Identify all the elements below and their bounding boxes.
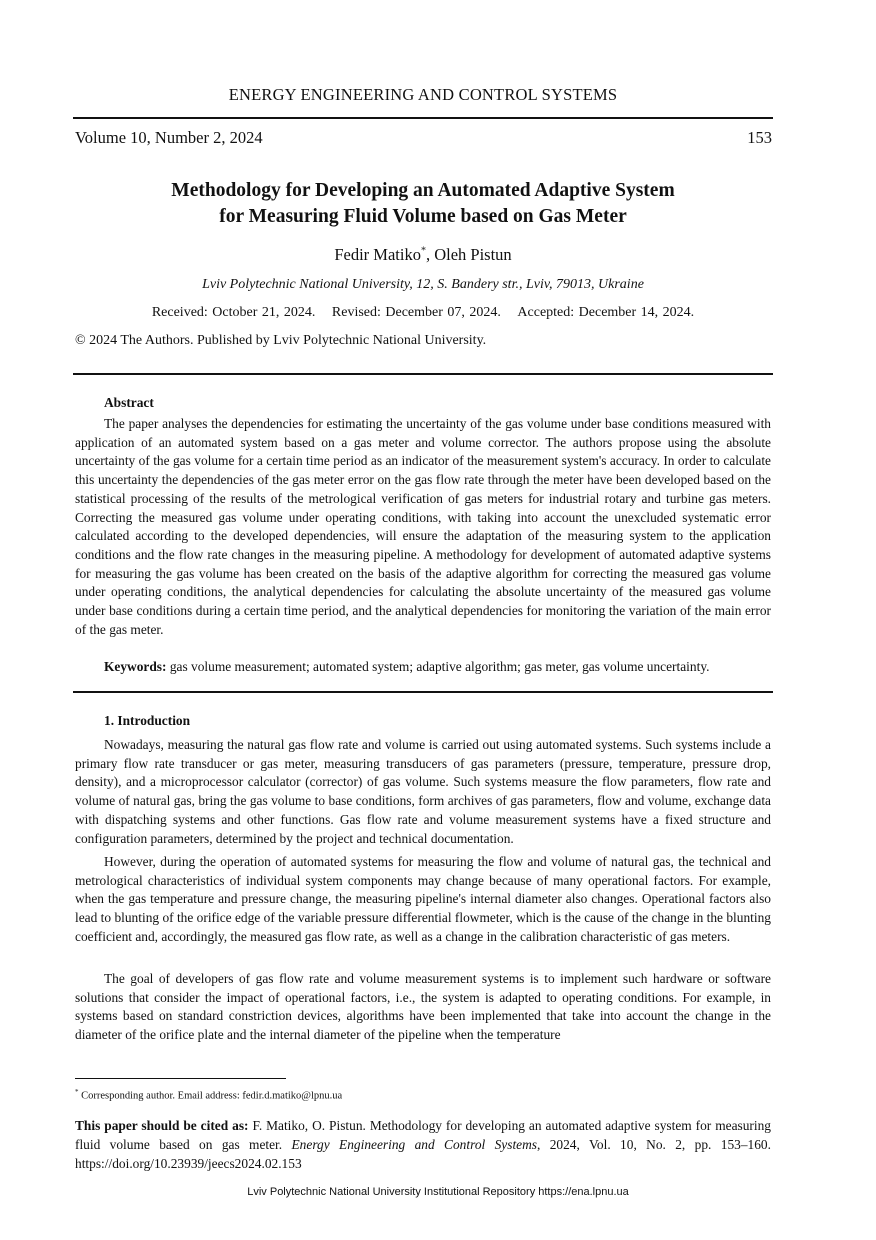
- citation-text-b: , 2024, Vol. 10, No. 2, pp. 153–160. https://doi.org/10.23939/jeecs2024.02.153: [75, 1137, 771, 1171]
- page-number: 153: [747, 128, 772, 147]
- keywords: [104, 659, 710, 675]
- repository-footer: Lviv Polytechnic National University Institutional Repository https://ena.lpnu.ua: [247, 1186, 629, 1198]
- citation-text-a: F. Matiko, O. Pistun. Methodology for developing an automated adaptive system for measuring fluid volume based on gas meter.: [75, 1118, 771, 1152]
- received-date: Received: October 21, 2024.: [151, 305, 316, 320]
- author-1: Fedir Matiko: [334, 245, 421, 264]
- corresponding-mark: *: [420, 245, 426, 257]
- volume-info: Volume 10, Number 2, 2024: [75, 128, 263, 147]
- citation-label: This paper should be cited as:: [75, 1118, 249, 1133]
- header-rule: [73, 117, 773, 119]
- title-line-1: Methodology for Developing an Automated Adaptive System: [171, 180, 675, 201]
- citation: [75, 1116, 771, 1173]
- footnote-mark: *: [75, 1088, 79, 1096]
- title-line-2: for Measuring Fluid Volume based on Gas Meter: [219, 206, 627, 227]
- abstract-heading: Abstract: [104, 395, 154, 410]
- accepted-date: Accepted: December 14, 2024.: [517, 305, 695, 320]
- footnote-rule: [75, 1078, 286, 1079]
- revised-date: Revised: December 07, 2024.: [331, 305, 501, 320]
- abstract-bottom-rule: [73, 691, 773, 693]
- copyright: © 2024 The Authors. Published by Lviv Polytechnic National University.: [75, 333, 487, 348]
- intro-paragraph-3: The goal of developers of gas flow rate and volume measurement systems is to implement such hardware or software solutions that consider the impact of operational factors, i.e., the system is adapted to operating conditions. For example, in systems based on standard constriction devices, algorithms have been implemented that take into account the change in the diameter of the orifice plate and the internal diameter of the pipeline when the temperature: [75, 971, 771, 1043]
- footnote-text: Corresponding author. Email address: fedir.d.matiko@lpnu.ua: [78, 1090, 343, 1102]
- paper-title: [73, 178, 773, 230]
- dates: [73, 305, 773, 321]
- author-2: , Oleh Pistun: [425, 245, 512, 264]
- citation-journal: Energy Engineering and Control Systems: [291, 1137, 537, 1152]
- keywords-label: Keywords:: [104, 659, 167, 674]
- intro-paragraph-2: However, during the operation of automated systems for measuring the flow and volume of natural gas, the technical and metrological characteristics of individual system components may change because of many operational factors. For example, when the gas temperature and pressure change, the measuring pipeline's internal diameter also changes. Operational factors also lead to blunting of the orifice edge of the variable pressure differential flowmeter, which is the cause of the change in the blunting coefficient and, accordingly, the measured gas flow rate, as well as a change in the calibration characteristic of gas meters.: [75, 854, 771, 944]
- authors: [73, 245, 773, 265]
- abstract-top-rule: [73, 373, 773, 375]
- footnote: [75, 1088, 342, 1102]
- abstract-text: The paper analyses the dependencies for estimating the uncertainty of the gas volume under base conditions measured with application of an automated system based on a gas meter and volume corrector. The authors propose using the absolute uncertainty of the gas volume for a certain time period as an indicator of the measurement system's accuracy. In order to calculate this uncertainty the dependencies of the gas meter error on the gas flow rate through the meter have been developed based on the statistical processing of the results of the metrological verification of gas meters for industrial rotary and turbine gas meters. Correcting the measured gas volume under operating conditions, with taking into account the unexcluded systematic error calculated according to the developed dependencies, will ensure the adaptation of the measuring system to the application conditions and the flow rate changes in the measuring pipeline. A methodology for development of automated adaptive systems for measuring the gas volume has been created on the basis of the adaptive algorithm for correcting the measured gas volume under operating conditions, the analytical dependencies for calculating the absolute uncertainty of the measured gas volume under base conditions during a certain time period, and the analytical dependencies for monitoring the variation of the main error of the gas meter.: [75, 416, 771, 637]
- journal-title: ENERGY ENGINEERING AND CONTROL SYSTEMS: [228, 85, 618, 104]
- intro-paragraph-1: Nowadays, measuring the natural gas flow rate and volume is carried out using automated systems. Such systems include a primary flow rate transducer or gas meter, measuring transducers of gas parameters (pressure, temperature, pressure drop, density), and a microprocessor calculator (corrector) of gas volume. Such systems measure the flow parameters, flow rate and volume of natural gas, bring the gas volume to base conditions, form archives of gas parameters, flow and volume, exchange data with dispatching systems and other functions. Gas flow rate and volume measurement systems have a fixed structure and configuration parameters, determined by the project and technical documentation.: [75, 737, 771, 846]
- intro-heading: 1. Introduction: [104, 713, 191, 728]
- affiliation: Lviv Polytechnic National University, 12, S. Bandery str., Lviv, 79013, Ukraine: [202, 277, 644, 292]
- keywords-text: gas volume measurement; automated system; adaptive algorithm; gas meter, gas volume uncertainty.: [169, 659, 710, 674]
